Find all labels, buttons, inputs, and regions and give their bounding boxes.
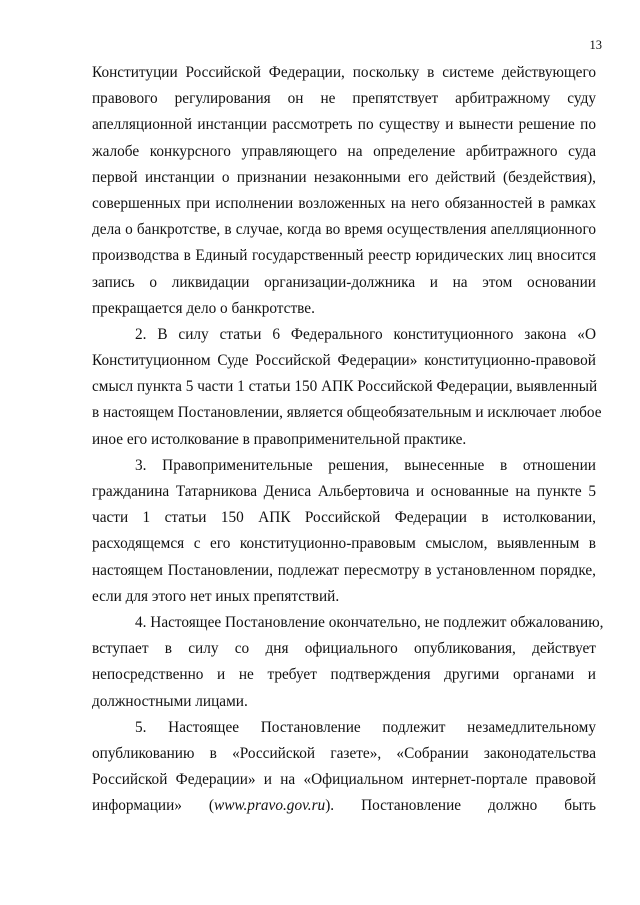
text-line: Российской Федерации» и на «Официальном интернет-портале правовой [92,771,596,789]
text-line: расходящемся с его конституционно-правовым смыслом, выявленным в [92,535,596,553]
text-line: прекращается дело о банкротстве. [92,299,315,317]
website-link-text: www.pravo.gov.ru [214,797,326,815]
text-line: части 1 статьи 150 АПК Российской Федерации в истолковании, [92,509,596,527]
text-line: непосредственно и не требует подтверждения другими органами и [92,666,596,684]
text-line: правового регулирования он не препятствует арбитражному суду [92,90,596,108]
text-line: гражданина Татарникова Дениса Альбертовича и основанные на пункте 5 [92,483,596,500]
text-line: настоящем Постановлении, подлежат пересмотру в установленном порядке, [92,561,596,579]
text-line: опубликованию в «Российской газете», «Собрании законодательства [92,744,596,762]
text-line: дела о банкротстве, в случае, когда во время осуществления апелляционного [92,221,596,239]
text-line: вступает в силу со дня официального опубликования, действует [92,640,596,658]
text-line: 3. Правоприменительные решения, вынесенные в отношении [135,456,596,474]
text-line: должностными лицами. [92,692,248,710]
text-line: 2. В силу статьи 6 Федерального конституционного закона «О [135,325,596,343]
text-line: в настоящем Постановлении, является общеобязательным и исключает любое [92,404,602,422]
text-line: смысл пункта 5 части 1 статьи 150 АПК Российской Федерации, выявленный [92,378,598,396]
text-line: совершенных при исполнении возложенных на него обязанностей в рамках [92,194,596,212]
text-line: первой инстанции о признании незаконными его действий (бездействия), [92,168,596,186]
text-line: если для этого нет иных препятствий. [92,587,340,605]
text-line: производства в Единый государственный реестр юридических лиц вносится [92,247,596,265]
text-line: Конституции Российской Федерации, поскольку в системе действующего [92,64,596,81]
text-line: 4. Настоящее Постановление окончательно, не подлежит обжалованию, [135,613,604,631]
text-line: апелляционной инстанции рассмотреть по существу и вынести решение по [92,116,596,134]
text-line: жалобе конкурсного управляющего на определение арбитражного суда [92,142,596,160]
text-line: Конституционном Суде Российской Федерации» конституционно-правовой [92,352,596,370]
text-line: информации» (www.pravo.gov.ru). Постановление должно быть [92,797,596,815]
text-line: запись о ликвидации организации-должника и на этом основании [92,273,596,291]
document-body [92,60,604,819]
text-line: 5. Настоящее Постановление подлежит незамедлительному [135,718,596,736]
page-number: 13 [589,38,602,52]
text-line: иное его истолкование в правоприменительной практике. [92,430,467,448]
